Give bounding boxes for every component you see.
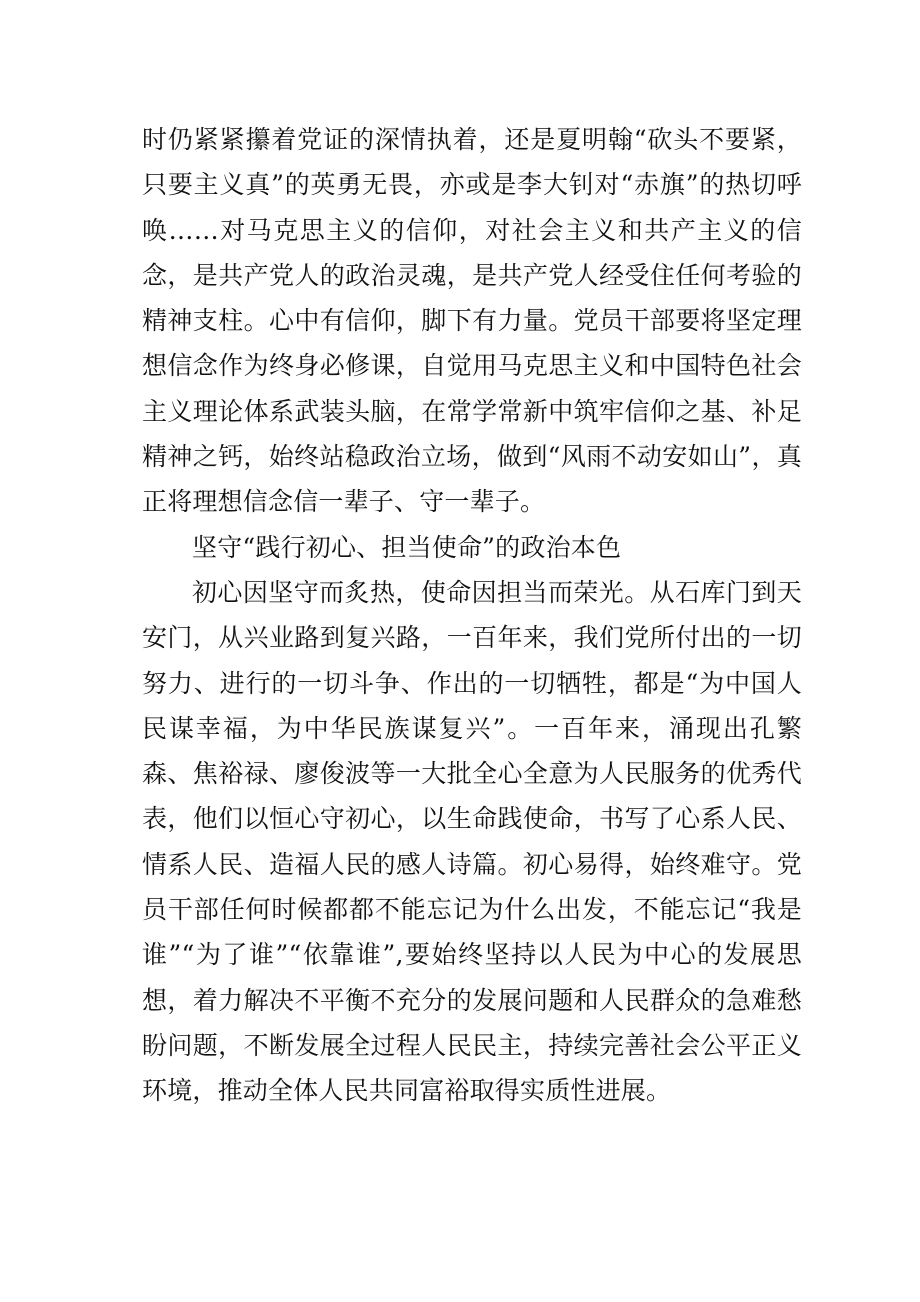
- paragraph-ideals-faith: 时仍紧紧攥着党证的深情执着，还是夏明翰“砍头不要紧，只要主义真”的英勇无畏，亦或是李大钊对“赤旗”的热切呼唤……对马克思主义的信仰，对社会主义和共产主义的信念，是共产党人的政治灵魂，是共产党人经受住任何考验的精神支柱。心中有信仰，脚下有力量。党员干部要将坚定理想信念作为终身必修课，自觉用马克思主义和中国特色社会主义理论体系武装头脑，在常学常新中筑牢信仰之基、补足精神之钙，始终站稳政治立场，做到“风雨不动安如山”，真正将理想信念信一辈子、守一辈子。: [142, 125, 802, 517]
- section-heading-original-mission: 坚守“践行初心、担当使命”的政治本色: [192, 532, 622, 562]
- document-body: [142, 117, 802, 1114]
- paragraph-original-aspiration: 初心因坚守而炙热，使命因担当而荣光。从石库门到天安门，从兴业路到复兴路，一百年来，我们党所付出的一切努力、进行的一切斗争、作出的一切牺牲，都是“为中国人民谋幸福，为中华民族谋复兴”。一百年来，涌现出孔繁森、焦裕禄、廖俊波等一大批全心全意为人民服务的优秀代表，他们以恒心守初心，以生命践使命，书写了心系人民、情系人民、造福人民的感人诗篇。初心易得，始终难守。党员干部任何时候都都不能忘记为什么出发，不能忘记“我是谁”“为了谁”“依靠谁”,要始终坚持以人民为中心的发展思想，着力解决不平衡不充分的发展问题和人民群众的急难愁盼问题，不断发展全过程人民民主，持续完善社会公平正义环境，推动全体人民共同富裕取得实质性进展。: [142, 577, 802, 1106]
